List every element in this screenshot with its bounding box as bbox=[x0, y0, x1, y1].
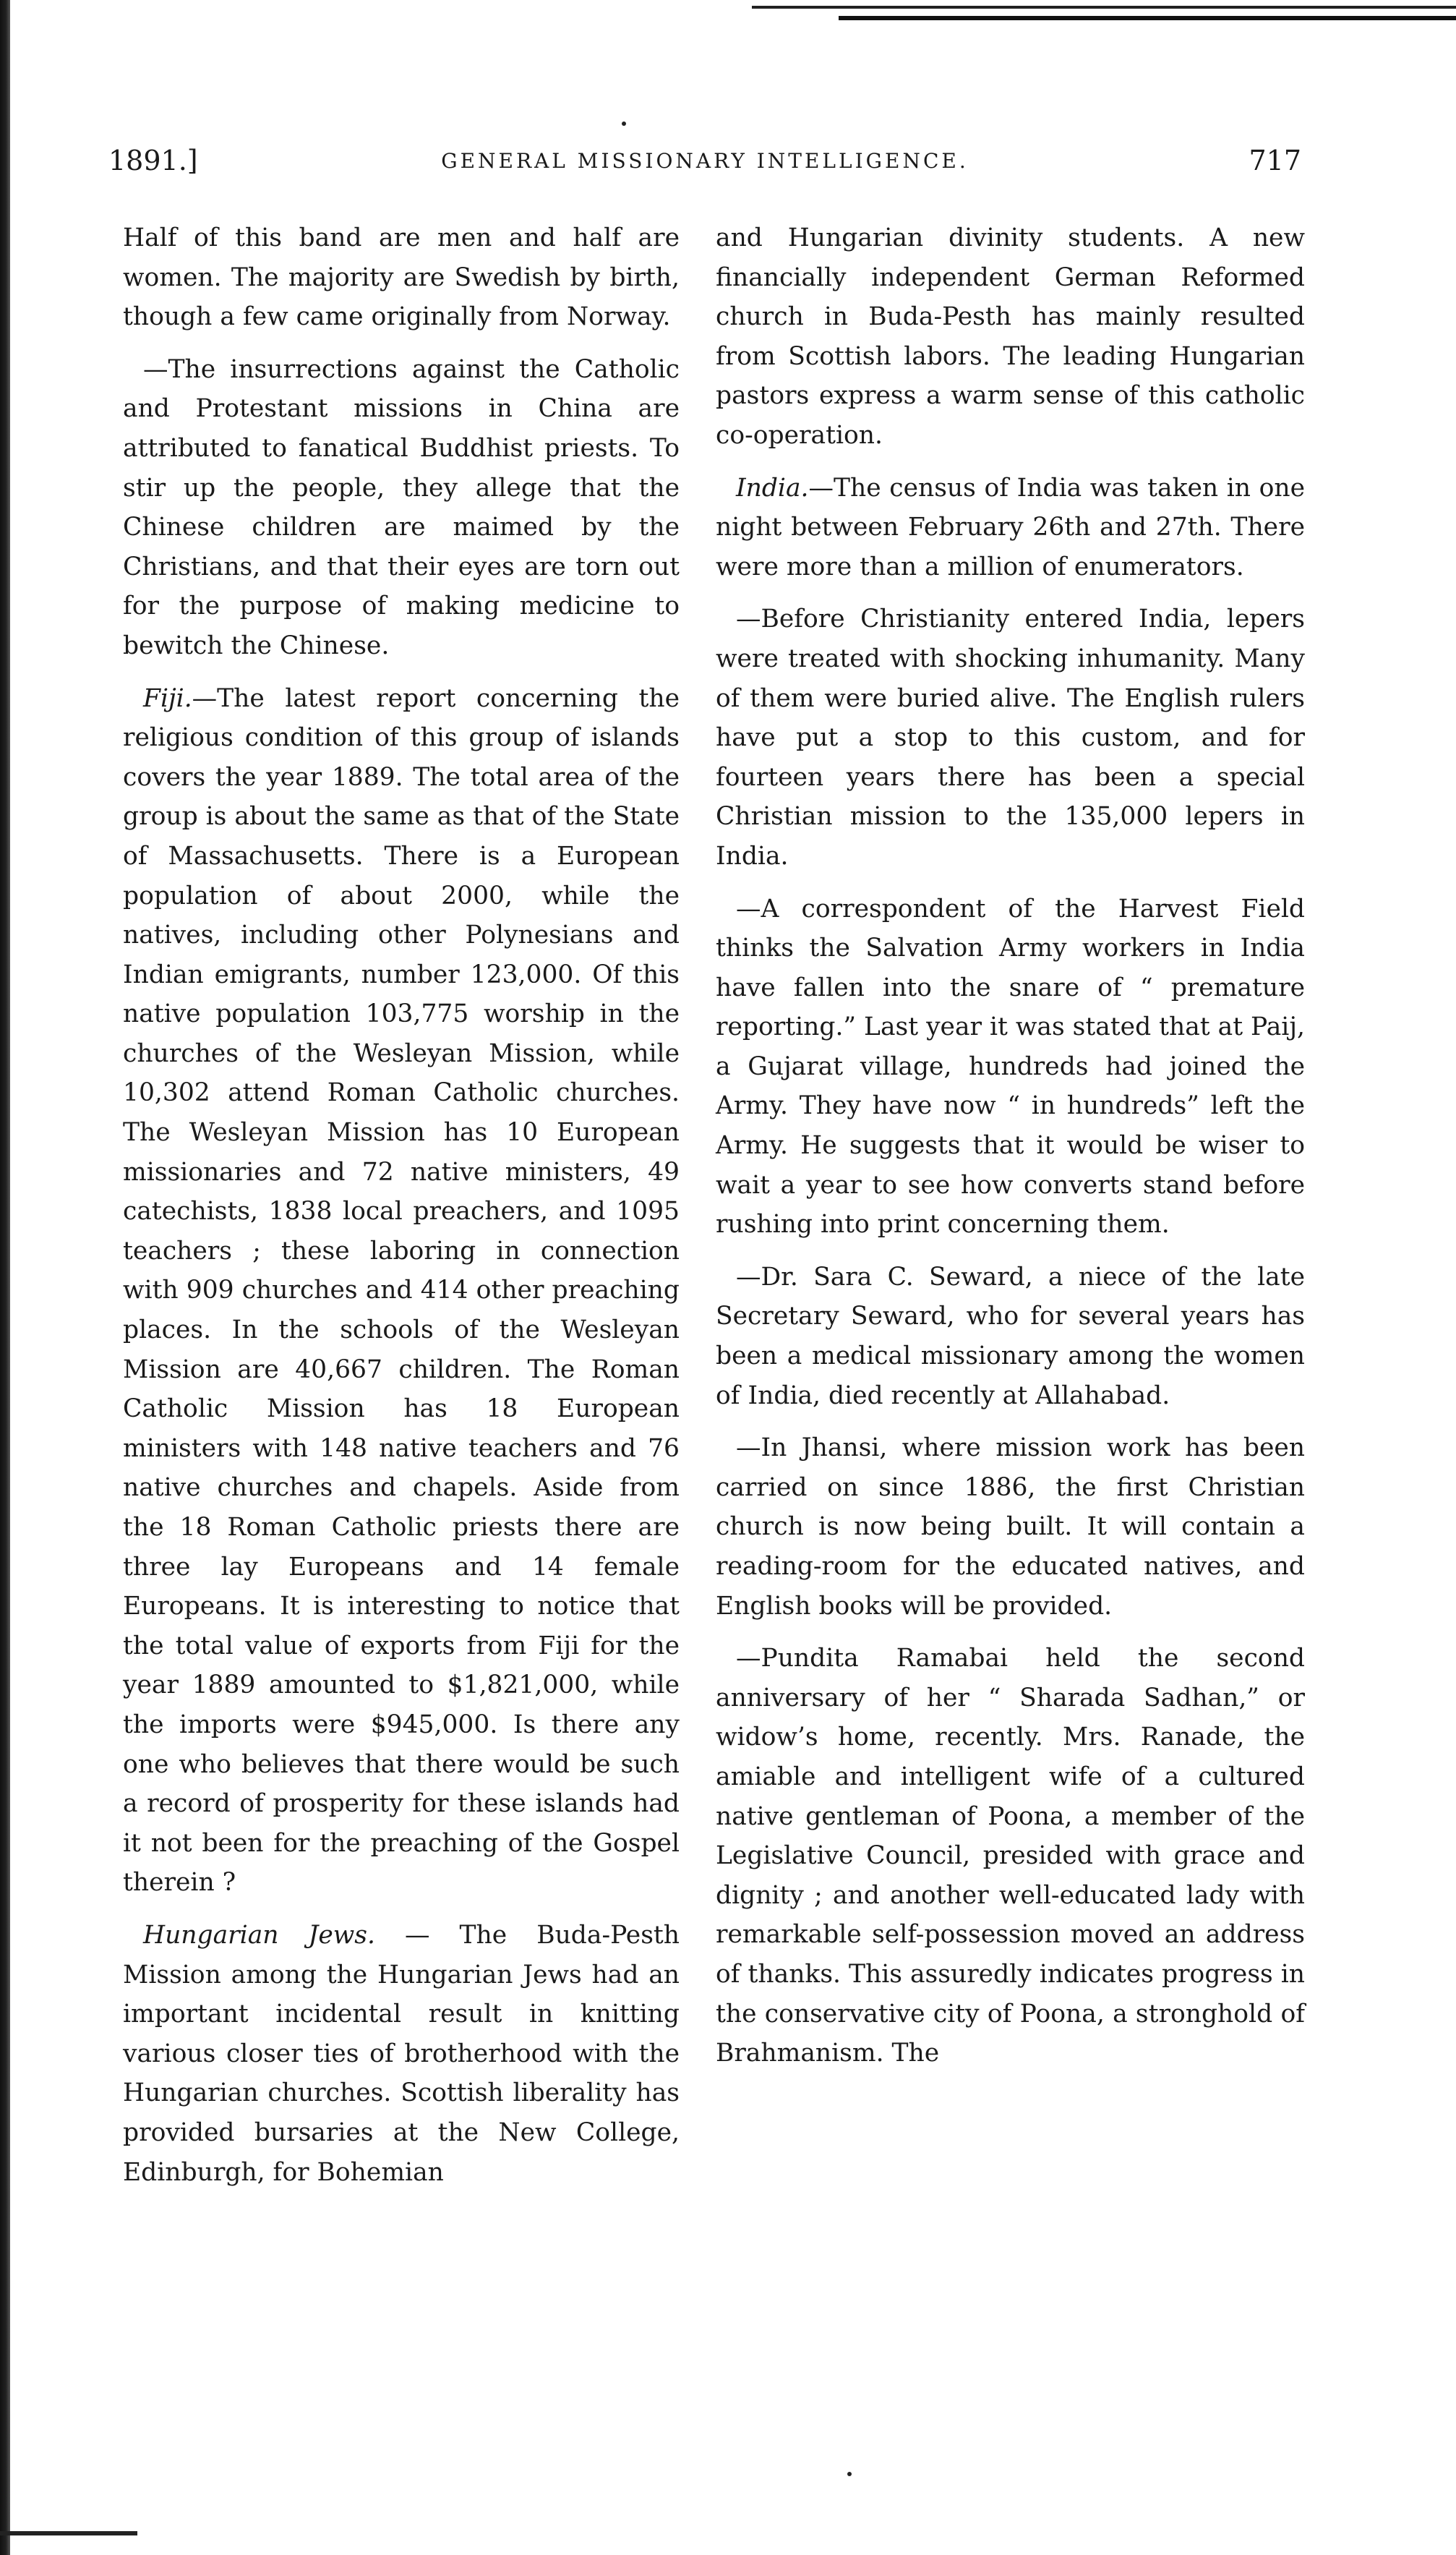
paragraph-text: —The census of India was taken in one night between February 26th and 27th. There were more than a million of enumerators. bbox=[716, 473, 1305, 581]
paragraph-text: —In Jhansi, where mission work has been carried on since 1886, the first Christian church is now being built. It will contain a reading-room for the educated natives, and English books will be provided. bbox=[716, 1433, 1305, 1621]
paragraph-china-insurrections bbox=[123, 350, 680, 666]
running-header bbox=[108, 145, 1301, 188]
paragraph-india-census bbox=[716, 469, 1305, 587]
scan-edge-shadow bbox=[0, 0, 10, 2555]
paragraph-text: —Before Christianity entered India, lepers were treated with shocking inhumanity. Many of them were buried alive. The English rulers have put a stop to this custom, and for fourteen years there has been a special Christian mission to the 135,000 lepers in India. bbox=[716, 605, 1305, 871]
left-column bbox=[123, 218, 680, 2192]
scan-top-rule-thick bbox=[839, 16, 1456, 20]
paragraph-text: Half of this band are men and half are women. The majority are Swedish by birth, though a few came originally from Norway. bbox=[123, 223, 680, 332]
paragraph-text: —Dr. Sara C. Seward, a niece of the late Secretary Seward, who for several years has been a medical missionary among the women of India, died recently at Allahabad. bbox=[716, 1262, 1305, 1410]
paragraph-text: —Pundita Ramabai held the second anniversary of her “ Sharada Sadhan,” or widow’s home, recently. Mrs. Ranade, the amiable and intelligent wife of a cultured native gentleman of Poona, a member of the Legislative Council, presided with grace and dignity ; and another well-educated lady with remarkable self-possession moved an address of thanks. This assuredly indicates progress in the conservative city of Poona, a stronghold of Brahmanism. The bbox=[716, 1644, 1305, 2068]
header-year: 1891.] bbox=[108, 145, 198, 176]
scan-top-rule bbox=[752, 6, 1456, 9]
scan-bottom-mark bbox=[0, 2531, 137, 2535]
paragraph-text: —A correspondent of the Harvest Field thinks the Salvation Army workers in India have fallen into the snare of “ premature reporting.” Last year it was stated that at Paij, a Gujarat village, hundreds had joined the Army. They have now “ in hundreds” left the Army. He suggests that it would be wiser to wait a year to see how converts stand before rushing into print concerning them. bbox=[716, 894, 1305, 1240]
paragraph-hungarian-continued bbox=[716, 218, 1305, 456]
section-lead-fiji: Fiji. bbox=[143, 683, 192, 713]
paragraph-hungarian-jews bbox=[123, 1916, 680, 2192]
paragraph-text: — The Buda-Pesth Mission among the Hungarian Jews had an important incidental result in knitting various closer ties of brotherhood with the Hungarian churches. Scottish liberality has provided bursaries at the New College, Edinburgh, for Bohemian bbox=[123, 1920, 680, 2187]
paragraph-text: —The latest report concerning the religious condition of this group of islands covers the year 1889. The total area of the group is about the same as that of the State of Massachusetts. There is a European population of about 2000, while the natives, including other Polynesians and Indian emigrants, number 123,000. Of this native population 103,775 worship in the churches of the Wesleyan Mission, while 10,302 attend Roman Catholic churches. The Wesleyan Mission has 10 European missionaries and 72 native ministers, 49 catechists, 1838 local preachers, and 1095 teachers ; these laboring in connection with 909 churches and 414 other preaching places. In the schools of the Wesleyan Mission are 40,667 children. The Roman Catholic Mission has 18 European ministers with 148 native teachers and 76 native churches and chapels. Aside from the 18 Roman Catholic priests there are three lay Europeans and 14 female Europeans. It is interesting to notice that the total value of exports from Fiji for the year 1889 amounted to $1,821,000, while the imports were $945,000. Is there any one who believes that there would be such a record of prosperity for these islands had it not been for the preaching of the Gospel therein ? bbox=[123, 683, 680, 1898]
paragraph-text: and Hungarian divinity students. A new financially independent German Reformed church in Buda-Pesth has mainly resulted from Scottish labors. The leading Hungarian pastors express a warm sense of this catholic co-operation. bbox=[716, 223, 1305, 450]
paragraph-lepers bbox=[716, 600, 1305, 876]
header-title: GENERAL MISSIONARY INTELLIGENCE. bbox=[441, 149, 969, 173]
paragraph-salvation-army bbox=[716, 890, 1305, 1245]
scan-dot-bottom bbox=[847, 2472, 852, 2476]
paragraph-norway-band bbox=[123, 218, 680, 337]
section-lead-hungarian-jews: Hungarian Jews. bbox=[143, 1920, 375, 1950]
paragraph-ramabai bbox=[716, 1639, 1305, 2073]
page-number: 717 bbox=[1249, 145, 1301, 176]
section-lead-india: India. bbox=[736, 473, 809, 503]
paragraph-seward bbox=[716, 1258, 1305, 1415]
paragraph-fiji bbox=[123, 679, 680, 1903]
paragraph-jhansi bbox=[716, 1428, 1305, 1626]
scan-dot-top bbox=[622, 121, 626, 126]
paragraph-text: —The insurrections against the Catholic and Protestant missions in China are attributed to fanatical Buddhist priests. To stir up the people, they allege that the Chinese children are maimed by the Christians, and that their eyes are torn out for the purpose of making medicine to bewitch the Chinese. bbox=[123, 354, 680, 660]
right-column bbox=[716, 218, 1305, 2073]
